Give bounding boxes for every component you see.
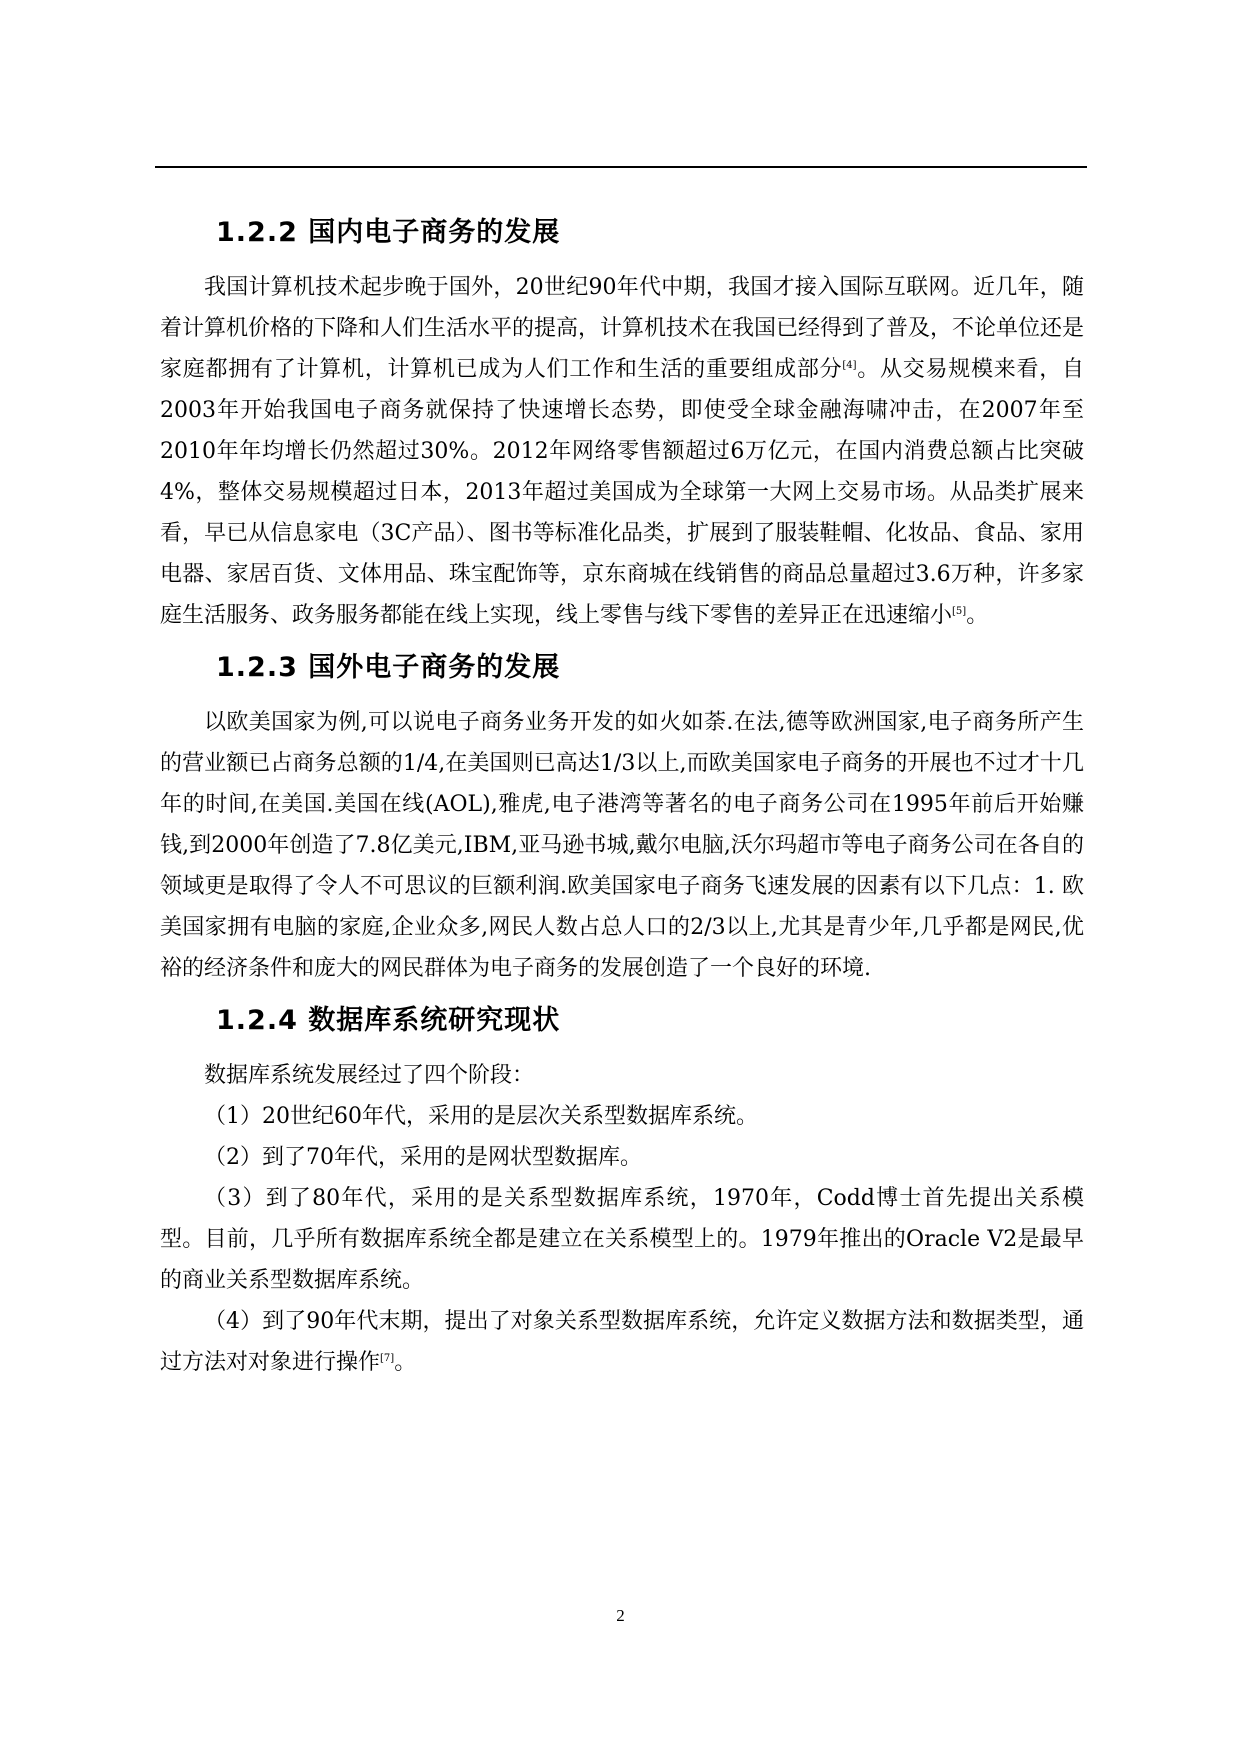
section-domestic-ecommerce xyxy=(160,205,1084,636)
paragraph-text: 。从交易规模来看，自2003年开始我国电子商务就保持了快速增长态势，即使受全球金融海啸冲击，在2007年至2010年年均增长仍然超过30%。2012年网络零售额超过6万亿元，在国内消费总额占比突破4%，整体交易规模超过日本，2013年超过美国成为全球第一大网上交易市场。从品类扩展来看，早已从信息家电（3C产品）、图书等标准化品类，扩展到了服装鞋帽、化妆品、食品、家用电器、家居百货、文体用品、珠宝配饰等，京东商城在线销售的商品总量超过3.6万种，许多家庭生活服务、政务服务都能在线上实现，线上零售与线下零售的差异正在迅速缩小 xyxy=(160,357,1084,628)
paragraph: （2）到了70年代，采用的是网状型数据库。 xyxy=(204,1145,642,1170)
paragraph-text: （4）到了90年代末期，提出了对象关系型数据库系统，允许定义数据方法和数据类型，通过方法对对象进行操作 xyxy=(160,1309,1084,1375)
section-foreign-ecommerce xyxy=(160,640,1084,989)
citation: [4] xyxy=(842,360,857,371)
paragraph-text: 。 xyxy=(394,1350,417,1375)
paragraph xyxy=(160,1301,1084,1383)
paragraph: 数据库系统发展经过了四个阶段： xyxy=(204,1063,535,1088)
citation: [7] xyxy=(380,1353,395,1364)
page-number: 2 xyxy=(616,1606,625,1625)
paragraph xyxy=(160,267,1084,636)
page-content xyxy=(160,205,1084,1383)
section-heading: 1.2.3 国外电子商务的发展 xyxy=(216,652,561,683)
section-database-research xyxy=(160,993,1084,1383)
paragraph-text: 我国计算机技术起步晚于国外，20世纪90年代中期，我国才接入国际互联网。近几年，随着计算机价格的下降和人们生活水平的提高，计算机技术在我国已经得到了普及，不论单位还是家庭都拥有了计算机，计算机已成为人们工作和生活的重要组成部分 xyxy=(160,275,1085,382)
header-rule xyxy=(155,166,1087,168)
paragraph: 以欧美国家为例,可以说电子商务业务开发的如火如荼.在法,德等欧洲国家,电子商务所产生的营业额已占商务总额的1/4,在美国则已高达1/3以上,而欧美国家电子商务的开展也不过才十几年的时间,在美国.美国在线(AOL),雅虎,电子港湾等著名的电子商务公司在1995年前后开始赚钱,到2000年创造了7.8亿美元,IBM,亚马逊书城,戴尔电脑,沃尔玛超市等电子商务公司在各自的领域更是取得了令人不可思议的巨额利润.欧美国家电子商务飞速发展的因素有以下几点：1. 欧美国家拥有电脑的家庭,企业众多,网民人数占总人口的2/3以上,尤其是青少年,几乎都是网民,优裕的经济条件和庞大的网民群体为电子商务的发展创造了一个良好的环境. xyxy=(160,710,1084,981)
paragraph: （3）到了80年代，采用的是关系型数据库系统，1970年，Codd博士首先提出关系模型。目前，几乎所有数据库系统全都是建立在关系模型上的。1979年推出的Oracle V2是最早的商业关系型数据库系统。 xyxy=(160,1186,1084,1293)
paragraph-text: 。 xyxy=(966,603,989,628)
section-heading: 1.2.4 数据库系统研究现状 xyxy=(216,1005,561,1036)
paragraph: （1）20世纪60年代，采用的是层次关系型数据库系统。 xyxy=(204,1104,758,1129)
citation: [5] xyxy=(952,606,967,617)
section-heading: 1.2.2 国内电子商务的发展 xyxy=(216,217,561,248)
